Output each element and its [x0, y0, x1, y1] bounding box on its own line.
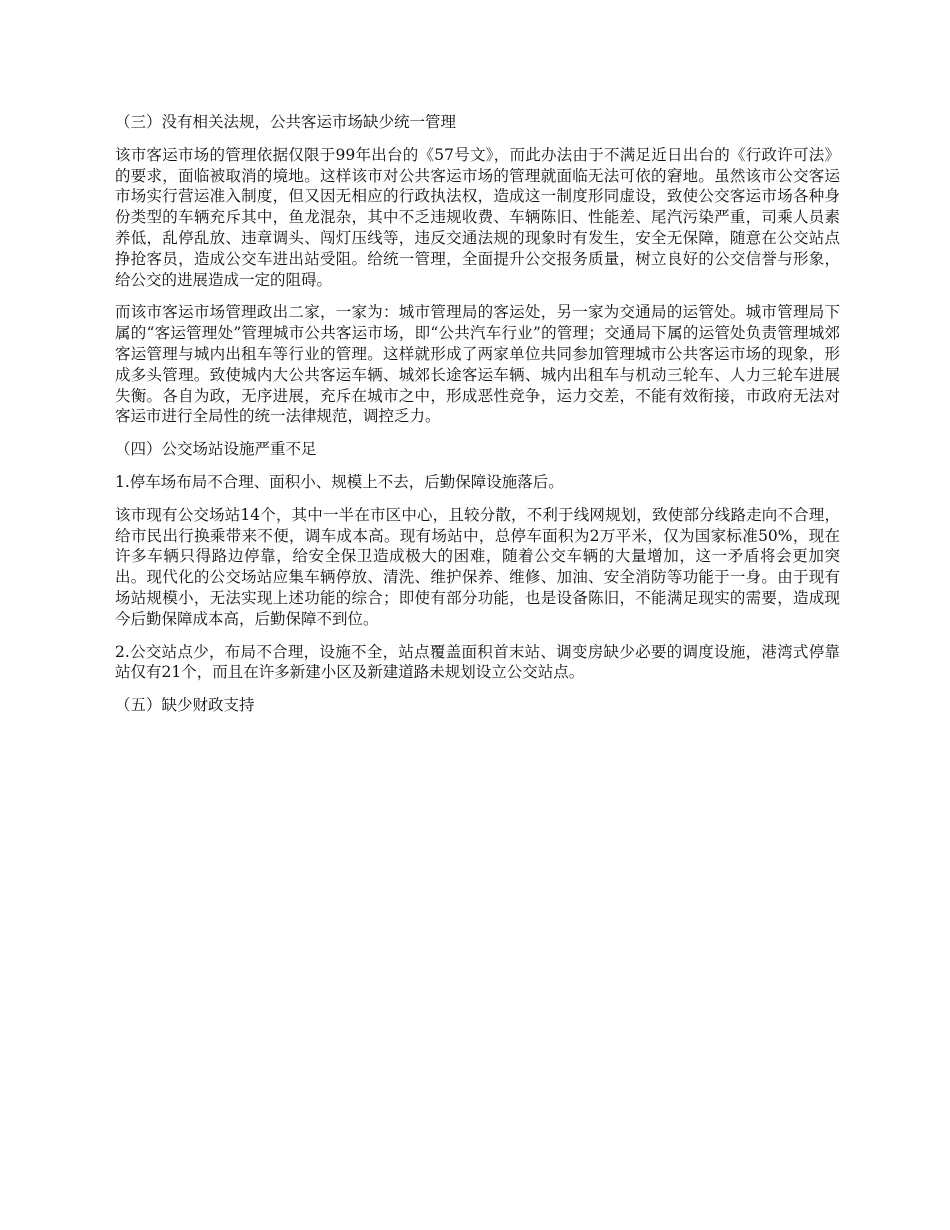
- numbered-item-2: 2.公交站点少，布局不合理，设施不全，站点覆盖面积首末站、调变房缺少必要的调度设施，港湾式停靠站仅有21个，而且在许多新建小区及新建道路未规划设立公交站点。: [115, 642, 840, 682]
- document-body: [115, 112, 840, 728]
- section-heading-3: （三）没有相关法规，公共客运市场缺少统一管理: [115, 113, 457, 131]
- section-heading-4: （四）公交场站设施严重不足: [115, 440, 317, 459]
- section-heading-5: （五）缺少财政支持: [115, 696, 255, 715]
- body-paragraph: 该市现有公交场站14个，其中一半在市区中心，且较分散，不利于线网规划，致使部分线路走向不合理，给市民出行换乘带来不便，调车成本高。现有场站中，总停车面积为2万平米，仅为国家标准50%，现在许多车辆只得路边停靠，给安全保卫造成极大的困难，随着公交车辆的大量增加，这一矛盾将会更加突出。现代化的公交场站应集车辆停放、清洗、维护保养、维修、加油、安全消防等功能于一身。由于现有场站规模小，无法实现上述功能的综合；即使有部分功能，也是设备陈旧，不能满足现实的需要，造成现今后勤保障成本高，后勤保障不到位。: [115, 505, 840, 628]
- body-paragraph: 该市客运市场的管理依据仅限于99年出台的《57号文》，而此办法由于不满足近日出台的《行政许可法》的要求，面临被取消的境地。这样该市对公共客运市场的管理就面临无法可依的窘地。虽然该市公交客运市场实行营运准入制度，但又因无相应的行政执法权，造成这一制度形同虚设，致使公交客运市场各种身份类型的车辆充斥其中，鱼龙混杂，其中不乏违规收费、车辆陈旧、性能差、尾汽污染严重，司乘人员素养低，乱停乱放、违章调头、闯灯压线等，违反交通法规的现象时有发生，安全无保障，随意在公交站点挣抢客员，造成公交车进出站受阻。给统一管理，全面提升公交报务质量，树立良好的公交信誉与形象，给公交的进展造成一定的阻碍。: [115, 145, 840, 289]
- numbered-item-1: 1.停车场布局不合理、面积小、规模上不去，后勤保障设施落后。: [115, 472, 564, 491]
- body-paragraph: 而该市客运市场管理政出二家，一家为：城市管理局的客运处，另一家为交通局的运管处。城市管理局下属的“客运管理处”管理城市公共客运市场，即“公共汽车行业”的管理；交通局下属的运管处负责管理城郊客运管理与城内出租车等行业的管理。这样就形成了两家单位共同参加管理城市公共客运市场的现象，形成多头管理。致使城内大公共客运车辆、城郊长途客运车辆、城内出租车与机动三轮车、人力三轮车进展失衡。各自为政，无序进展，充斥在城市之中，形成恶性竞争，运力交差，不能有效衔接，市政府无法对客运市进行全局性的统一法律规范，调控乏力。: [115, 303, 840, 426]
